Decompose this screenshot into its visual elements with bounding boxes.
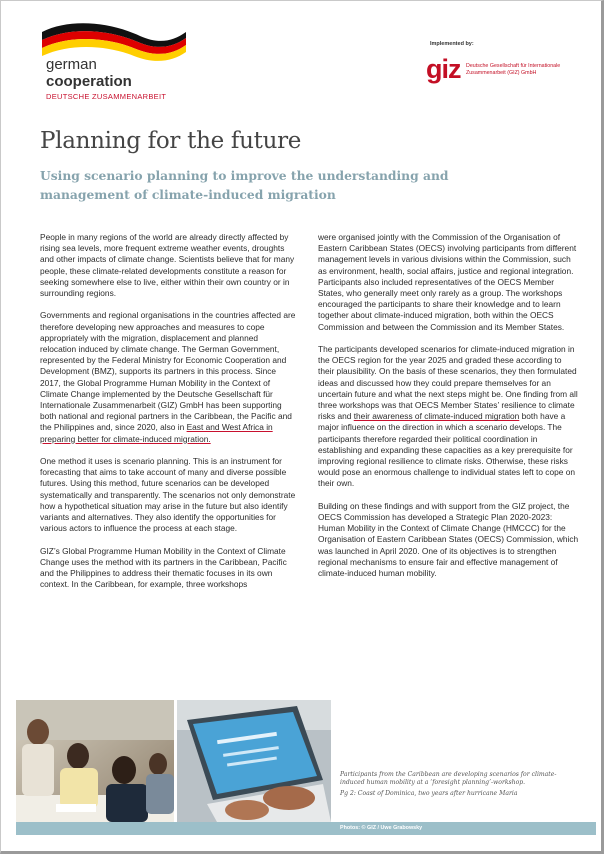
page-subtitle: Using scenario planning to improve the understanding and management of climate-induced migration (40, 168, 449, 202)
footer-bar (16, 822, 596, 835)
paragraph: GIZ’s Global Programme Human Mobility in the Context of Climate Change uses the method with its partners in the Caribbean, Pacific and the Philippines to address their thematic focuses in its own context. In the Caribbean, for example, three workshops (40, 545, 287, 590)
paragraph (40, 310, 296, 444)
right-column (318, 232, 580, 590)
implemented-by-label: Implemented by: (430, 41, 474, 47)
left-column (40, 232, 296, 602)
paragraph: were organised jointly with the Commission of the Organisation of Eastern Caribbean States (OECS) involving participants from different management levels in various divisions within the Commission, such as environment, health, social affairs, justice and regional integration. Participants also included representatives of the OECS Member States, who generally meet only rarely as a group. The workshops encouraged the participants to share their knowledge and to learn together about climate-induced migration, both within the OECS Commission and between the Commission and its Member States. (318, 232, 577, 332)
paragraph-text: Governments and regional organisations in the countries affected are therefore developing new approaches and measures to cope appropriately with the migration, displacement and planned relocation induced by climate change. The German Government, represented by the Federal Ministry for Economic Cooperation and Development (BMZ), supports its partners in this process. Since 2017, the Global Programme Human Mobility in the Context of Climate Change implemented by the Deutsche Gesellschaft für Internationale Zusammenarbeit (GIZ) GmbH has been supporting both national and regional partners in the Caribbean, the Pacific and the Philippines and, since 2020, also in (40, 310, 296, 433)
photo-captions (340, 771, 580, 802)
brand-cooperation: cooperation (46, 73, 132, 90)
paragraph: People in many regions of the world are already directly affected by rising sea levels, more frequent extreme weather events, droughts and other impacts of climate change. Scientists believe that for many people, these climate-related developments constitute a reason for seeking somewhere else to live, either within their own country or in surrounding regions. (40, 232, 295, 299)
paragraph: One method it uses is scenario planning. This is an instrument for forecasting that aims to take account of many and diverse possible futures. Using this method, future scenarios can be developed systematically and transparently. The scenarios not only demonstrate how a hypothetical situation may arise in the future but also identify variants and alternatives. They also identify the opportunities for various actors to influence the process at each stage. (40, 456, 296, 534)
paragraph-text: both have a major influence on the direction in which a scenario develops. The participants therefore regarded their political coordination in establishing and expanding these capacities as a key prerequisite for improving regional resilience to climate risks. Otherwise, these risks would pose an enormous challenge to individual states left to cope on their own. (318, 411, 575, 489)
brand-deutsche-zusammenarbeit: DEUTSCHE ZUSAMMENARBEIT (46, 92, 167, 101)
page-title: Planning for the future (40, 128, 302, 154)
giz-logo: giz (426, 54, 461, 84)
paragraph-text: The participants developed scenarios for climate-induced migration in the OECS region for the year 2025 and graded these according to their plausibility. On the basis of these scenarios, they then formulated ideas and discussed how they could prepare themselves for an uncertain future and what the next steps might be. One finding from all three workshops was that OECS Member States’ resilience to climate risks and (318, 344, 578, 422)
giz-full-name: Deutsche Gesellschaft für Internationale Zusammenarbeit (GIZ) GmbH (466, 63, 561, 76)
brand-german: german (46, 56, 97, 73)
caption-workshop: Participants from the Caribbean are developing scenarios for climate-induced human mobility at a ‘foresight planning’-workshop. (340, 771, 557, 787)
highlighted-text: their awareness of climate-induced migration (353, 411, 520, 422)
workshop-photo (16, 700, 174, 822)
laptop-photo (177, 700, 331, 822)
photo-credit: Photos: © GIZ / Uwe Grabowsky (340, 825, 423, 831)
paragraph (318, 344, 580, 490)
caption-page2: Pg 2: Coast of Dominica, two years after hurricane Maria (340, 790, 518, 798)
highlighted-text: East and West Africa in preparing better for climate-induced migration. (40, 422, 273, 444)
paragraph: Building on these findings and with support from the GIZ project, the OECS Commission has developed a Strategic Plan 2020-2023: Human Mobility in the Context of Climate Change (HMCCC) for the Organisation of Eastern Caribbean States (OECS) Commission, which was launched in April 2020. One of its objectives is to strengthen regional mechanisms to ensure fair and effective management of climate-induced human mobility. (318, 500, 579, 579)
